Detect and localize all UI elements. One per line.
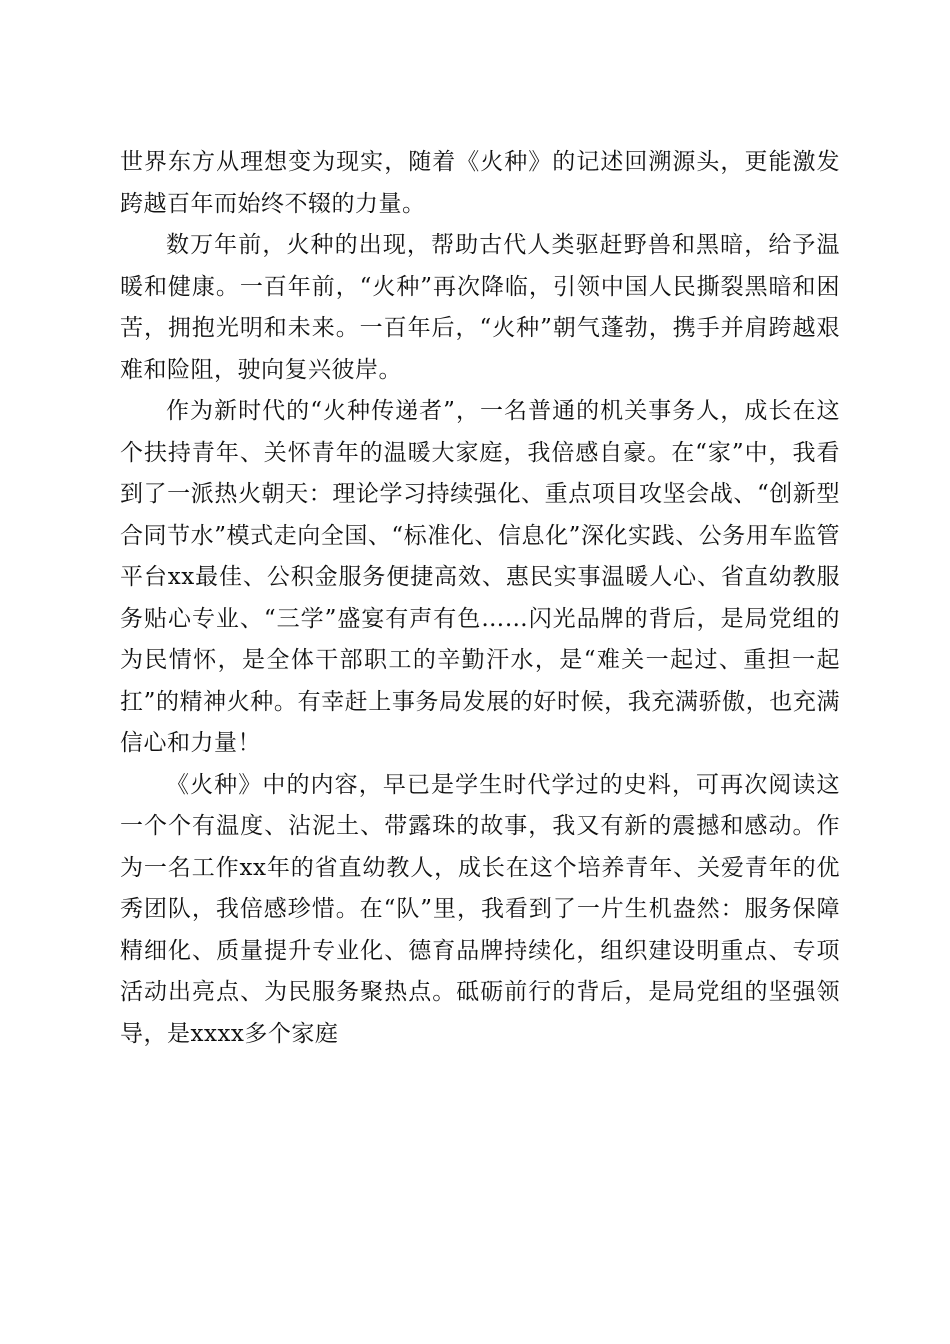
paragraph-2: 数万年前，火种的出现，帮助古代人类驱赶野兽和黑暗，给予温暖和健康。一百年前，“火种”再次降临，引领中国人民撕裂黑暗和困苦，拥抱光明和未来。一百年后，“火种”朝气蓬勃，携手并肩跨越艰难和险阻，驶向复兴彼岸。 <box>120 232 840 383</box>
document-body <box>120 142 840 1055</box>
paragraph-4: 《火种》中的内容，早已是学生时代学过的史料，可再次阅读这一个个有温度、沾泥土、带露珠的故事，我又有新的震撼和感动。作为一名工作xx年的省直幼教人，成长在这个培养青年、关爱青年的优秀团队，我倍感珍惜。在“队”里，我看到了一片生机盎然：服务保障精细化、质量提升专业化、德育品牌持续化，组织建设明重点、专项活动出亮点、为民服务聚热点。砥砺前行的背后，是局党组的坚强领导，是xxxx多个家庭 <box>120 771 840 1047</box>
paragraph-1: 世界东方从理想变为现实，随着《火种》的记述回溯源头，更能激发跨越百年而始终不辍的力量。 <box>120 149 840 217</box>
paragraph-3: 作为新时代的“火种传递者”，一名普通的机关事务人，成长在这个扶持青年、关怀青年的温暖大家庭，我倍感自豪。在“家”中，我看到了一派热火朝天：理论学习持续强化、重点项目攻坚会战、“创新型合同节水”模式走向全国、“标准化、信息化”深化实践、公务用车监管平台xx最佳、公积金服务便捷高效、惠民实事温暖人心、省直幼教服务贴心专业、“三学”盛宴有声有色……闪光品牌的背后，是局党组的为民情怀，是全体干部职工的辛勤汗水，是“难关一起过、重担一起扛”的精神火种。有幸赶上事务局发展的好时候，我充满骄傲，也充满信心和力量！ <box>120 398 840 756</box>
